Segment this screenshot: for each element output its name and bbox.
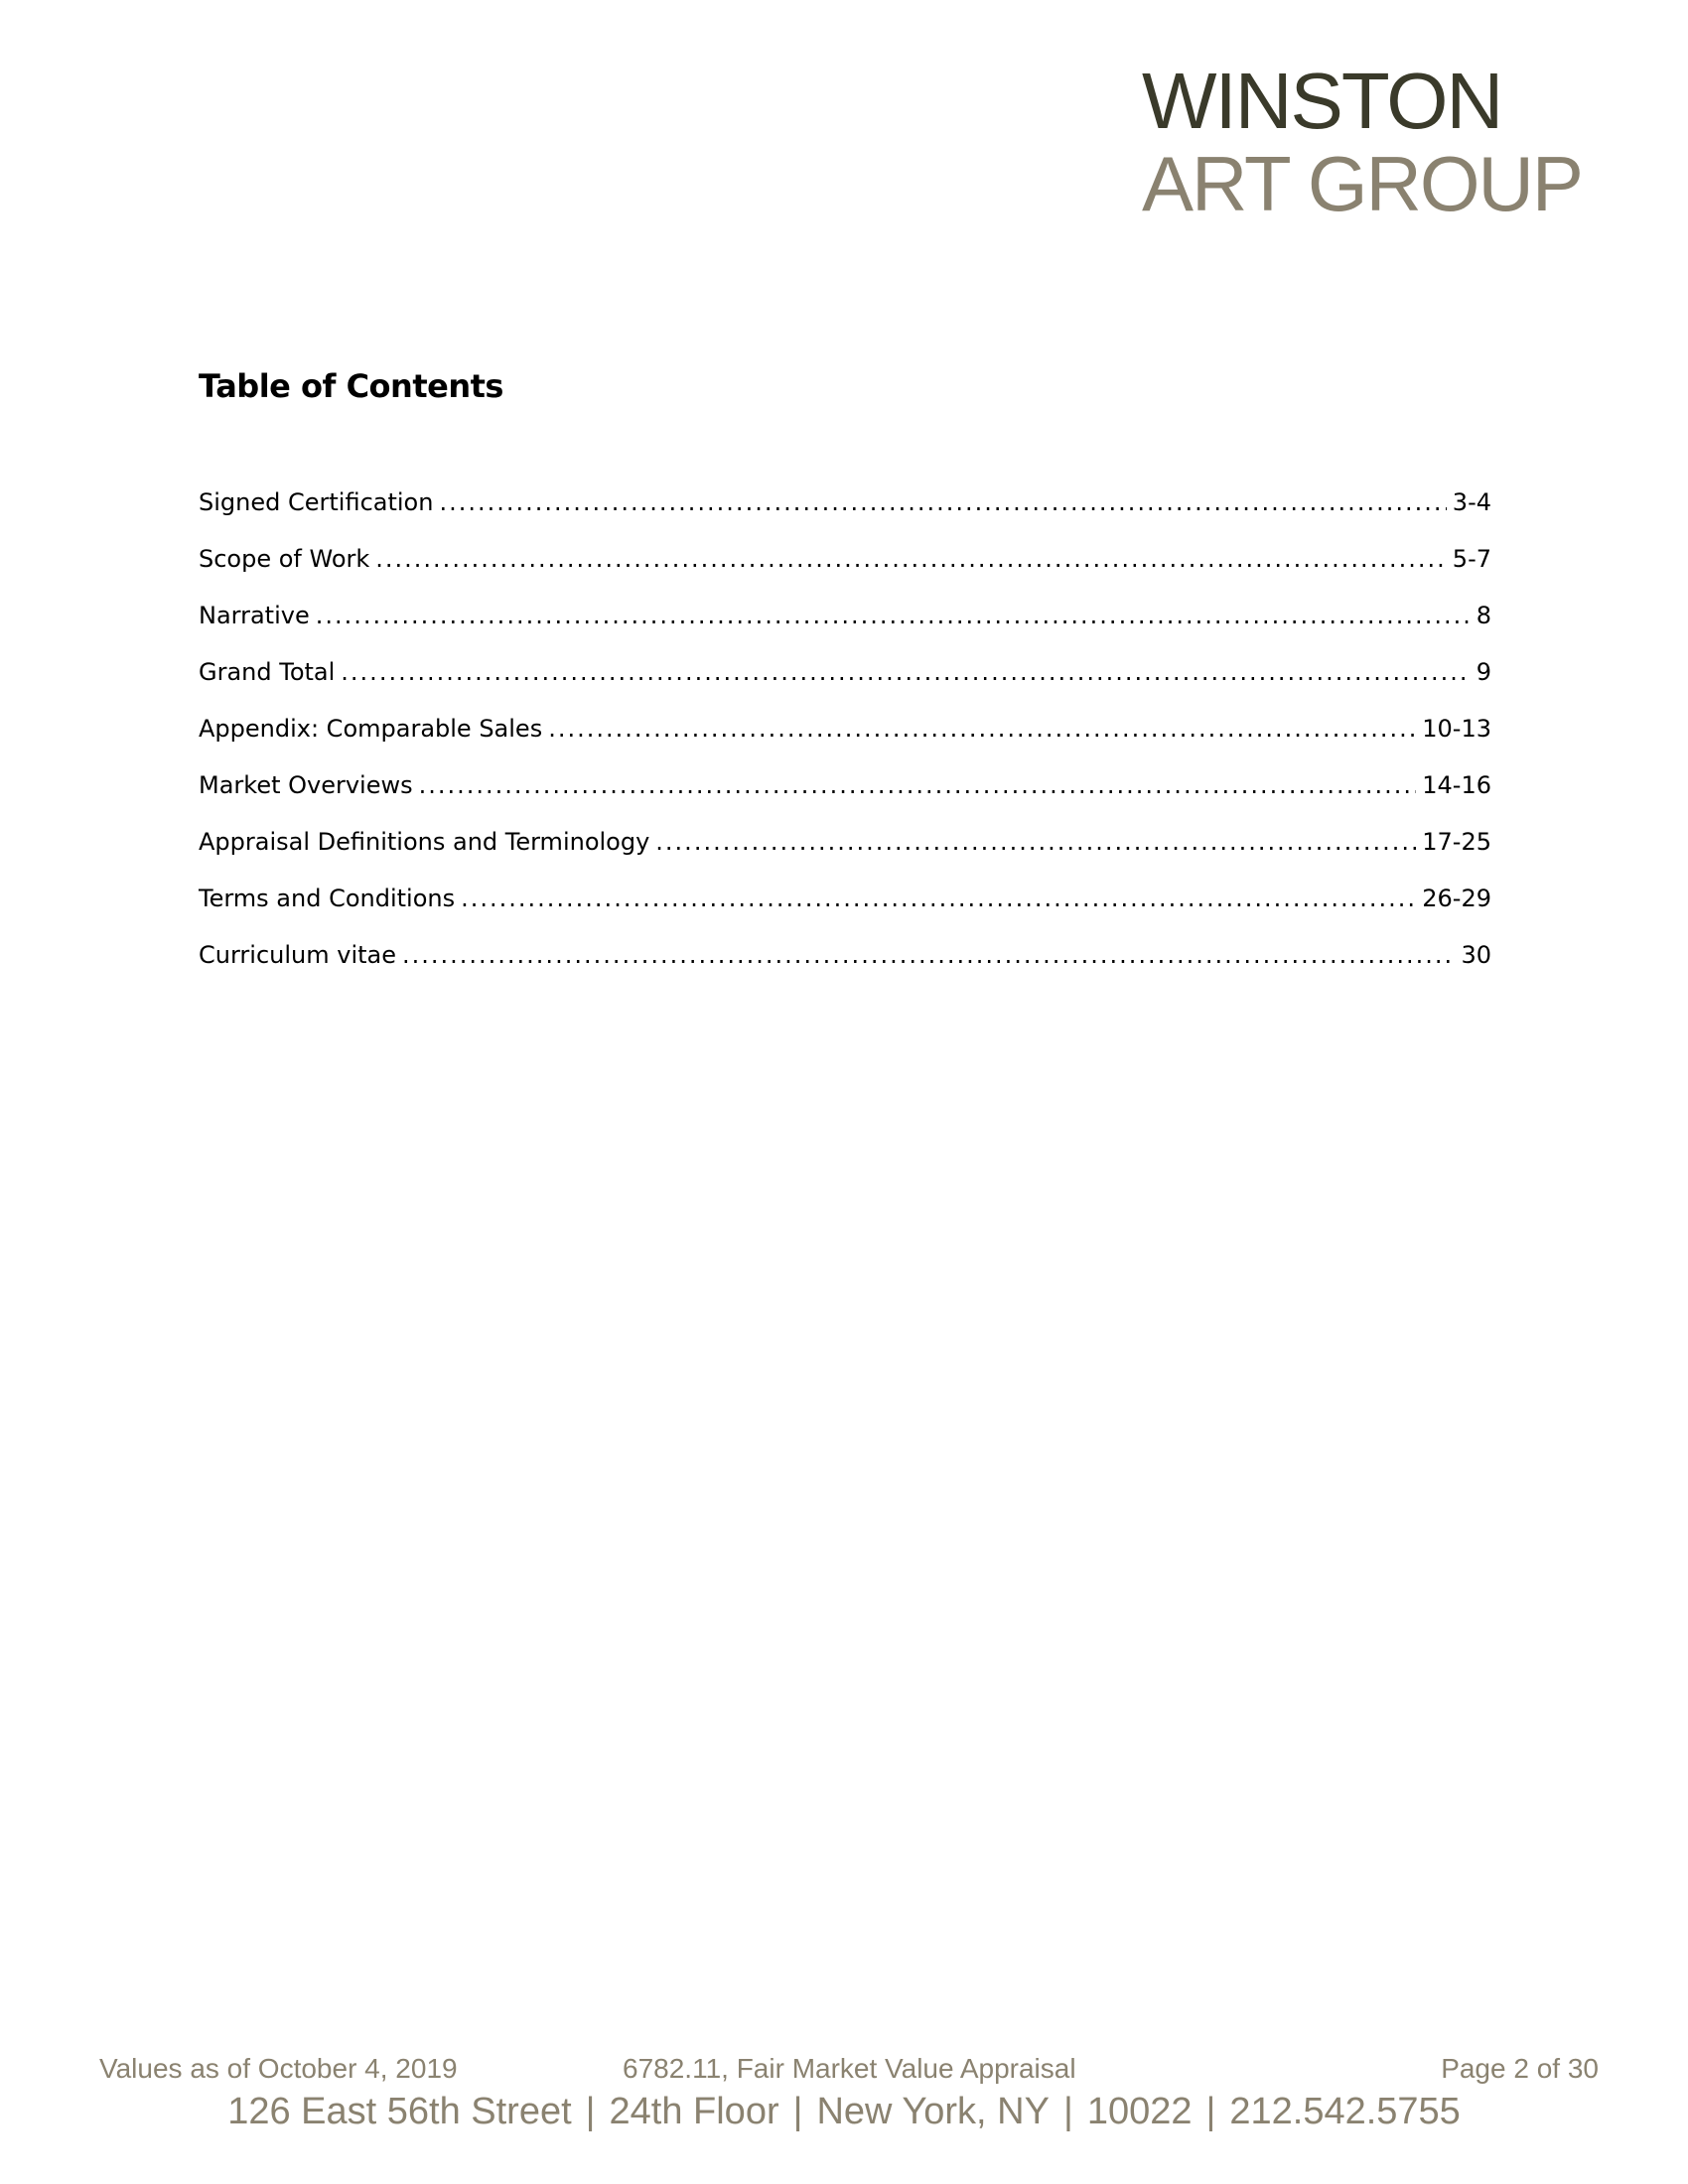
toc-leader-dots <box>548 715 1416 743</box>
toc-item-label: Appendix: Comparable Sales <box>199 715 543 743</box>
toc-item[interactable] <box>199 885 1491 941</box>
footer-phone: 212.542.5755 <box>1229 2091 1461 2132</box>
toc-item-page: 10-13 <box>1422 715 1491 743</box>
toc-item-page: 17-25 <box>1422 828 1491 856</box>
toc-item-label: Grand Total <box>199 658 336 686</box>
toc-leader-dots <box>461 885 1416 912</box>
toc-list <box>199 488 1491 998</box>
toc-item[interactable] <box>199 715 1491 771</box>
toc-item[interactable] <box>199 545 1491 602</box>
toc-item-label: Appraisal Definitions and Terminology <box>199 828 650 856</box>
footer-separator: | <box>585 2091 596 2132</box>
toc-item[interactable] <box>199 828 1491 885</box>
toc-item-page: 8 <box>1476 602 1491 629</box>
toc-item-label: Market Overviews <box>199 771 413 799</box>
toc-leader-dots <box>655 828 1416 856</box>
toc-item-label: Narrative <box>199 602 310 629</box>
toc-leader-dots <box>341 658 1470 686</box>
toc-item-page: 9 <box>1476 658 1491 686</box>
logo-line-winston: WINSTON <box>1142 57 1502 145</box>
toc-item-label: Terms and Conditions <box>199 885 456 912</box>
toc-leader-dots <box>439 488 1446 516</box>
toc-item[interactable] <box>199 771 1491 828</box>
toc-title: Table of Contents <box>199 367 503 405</box>
footer-city: New York, NY <box>816 2091 1050 2132</box>
footer-address: 126 East 56th Street <box>227 2091 572 2132</box>
footer-page-number: Page 2 of 30 <box>1441 2053 1599 2084</box>
toc-item[interactable] <box>199 658 1491 715</box>
logo-line-art-group: ART GROUP <box>1142 140 1582 227</box>
footer-separator: | <box>1062 2091 1073 2132</box>
toc-item[interactable] <box>199 488 1491 545</box>
toc-item[interactable] <box>199 941 1491 998</box>
footer-separator: | <box>792 2091 803 2132</box>
toc-item-label: Signed Certification <box>199 488 434 516</box>
toc-leader-dots <box>375 545 1447 573</box>
footer-contact <box>0 2091 1688 2133</box>
toc-item-page: 26-29 <box>1422 885 1491 912</box>
toc-item-page: 3-4 <box>1452 488 1491 516</box>
company-logo <box>1142 57 1582 227</box>
toc-item-label: Scope of Work <box>199 545 370 573</box>
toc-leader-dots <box>419 771 1417 799</box>
toc-leader-dots <box>316 602 1471 629</box>
toc-item-page: 14-16 <box>1422 771 1491 799</box>
toc-item-label: Curriculum vitae <box>199 941 396 969</box>
toc-item-page: 30 <box>1461 941 1491 969</box>
footer-zip: 10022 <box>1086 2091 1193 2132</box>
toc-item-page: 5-7 <box>1452 545 1491 573</box>
toc-item[interactable] <box>199 602 1491 658</box>
footer-meta <box>99 2053 1599 2089</box>
footer-separator: | <box>1205 2091 1216 2132</box>
footer-floor: 24th Floor <box>609 2091 779 2132</box>
footer-values-date: Values as of October 4, 2019 <box>99 2053 458 2084</box>
toc-leader-dots <box>402 941 1455 969</box>
footer-report-title: 6782.11, Fair Market Value Appraisal <box>623 2053 1076 2084</box>
